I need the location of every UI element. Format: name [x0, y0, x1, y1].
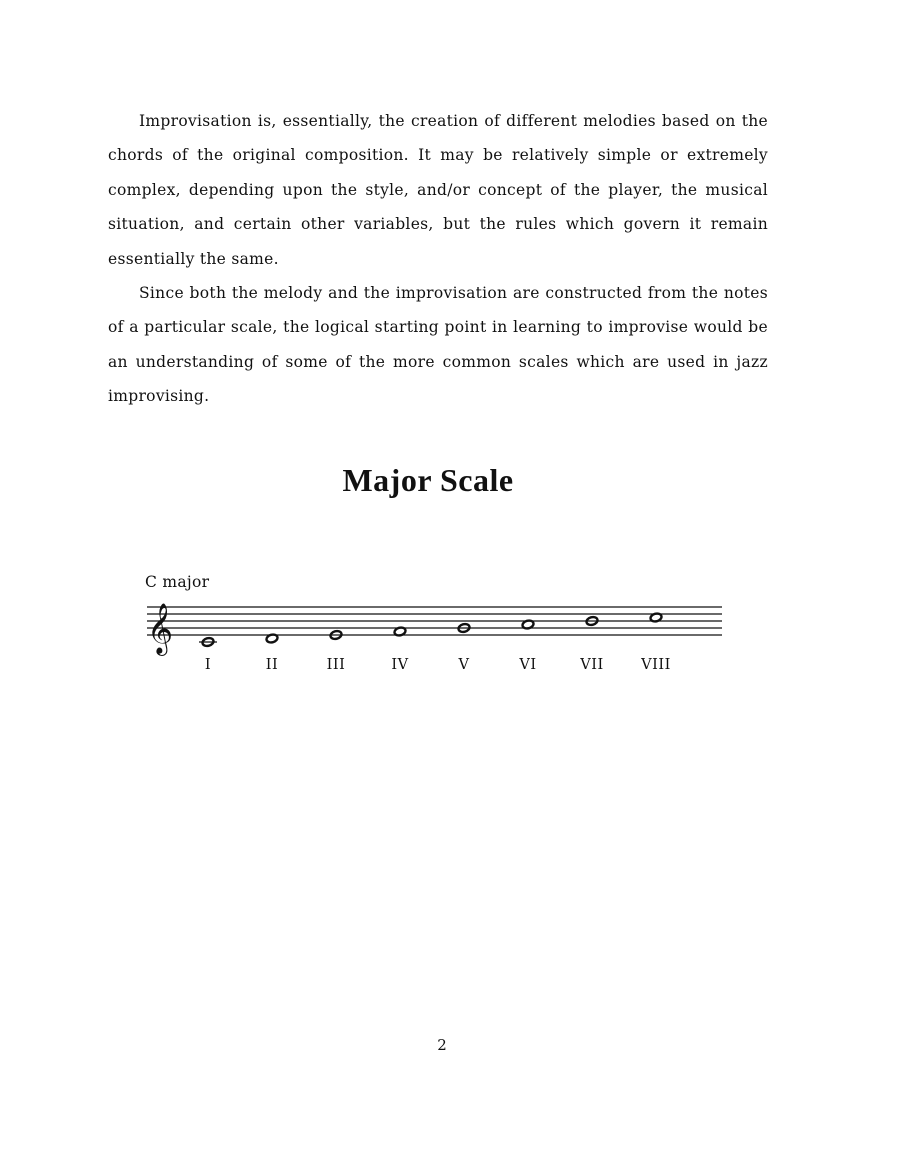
scale-degree-VII: VII	[580, 657, 604, 673]
scale-degree-I: I	[204, 657, 212, 673]
scale-degree-III: III	[326, 657, 346, 673]
scale-degree-V: V	[458, 657, 470, 673]
scale-degree-IV: IV	[391, 657, 409, 673]
staff-lines	[147, 607, 722, 635]
notes	[199, 612, 662, 647]
treble-clef-icon: 𝄞	[147, 603, 174, 654]
paragraph-2: Since both the melody and the improvisation are constructed from the notes of a particular scale, the logical starting point in learning to improvise would be an understanding of some of the more common scales which are used in jazz improvising.	[108, 284, 768, 406]
paragraph-1: Improvisation is, essentially, the creation of different melodies based on the chords of the original composition. It may be relatively simple or extremely complex, depending upon the style, and/or concept of the player, the musical situation, and certain other variables, but the rules which govern it remain essentially the same.	[108, 112, 768, 268]
section-title: Major Scale	[342, 462, 514, 498]
scale-degree-II: II	[265, 657, 279, 673]
scale-degree-VIII: VIII	[641, 657, 671, 673]
key-label: C major	[145, 573, 210, 591]
page-number: 2	[437, 1036, 447, 1054]
scale-degree-VI: VI	[519, 657, 537, 673]
